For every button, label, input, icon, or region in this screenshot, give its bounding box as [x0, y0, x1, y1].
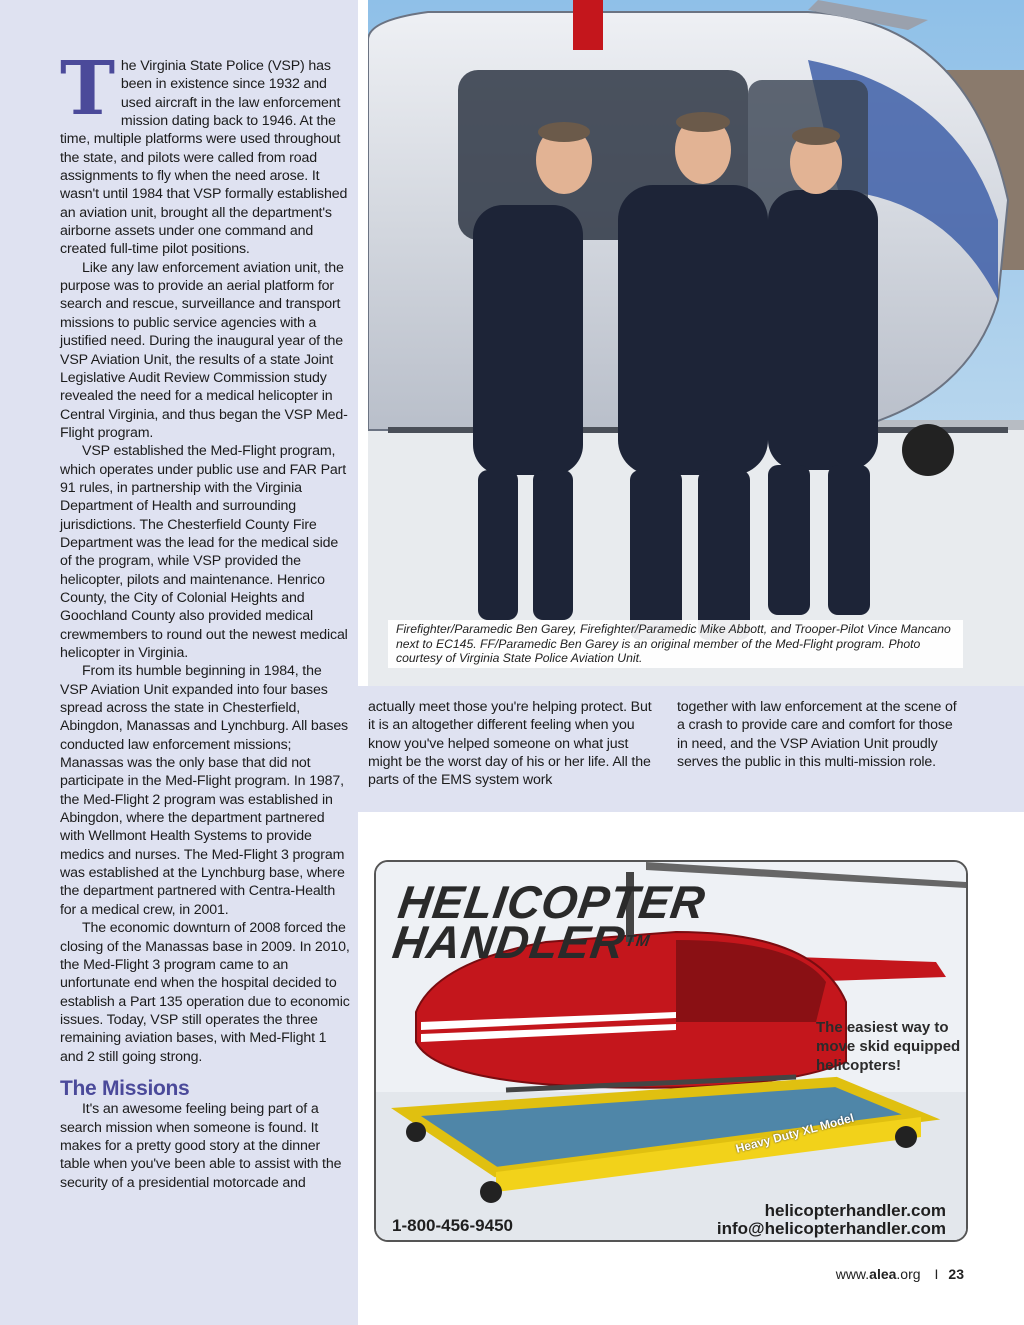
paragraph-downturn: The economic downturn of 2008 forced the closing of the Manassas base in 2009. In 2010, the Med-Flight 3 program came to an unfortunate end when the hospital decided to establish a Part 135 operation due to economic issues. Today, VSP still operates the three remaining aviation bases, with Med-Flight 1 and 2 still going strong.: [60, 920, 350, 1065]
url-domain: alea: [869, 1266, 897, 1282]
url-prefix: www.: [835, 1266, 870, 1282]
ad-brand-logo: [389, 876, 709, 968]
intro-text: he Virginia State Police (VSP) has been in existence since 1932 and used aircraft in the law enforcement mission dating back to 1946. At the time, multiple platforms were used throughout the state, and pilots were called from road assignments to fly when the need arose. It wasn't until 1984 that VSP formally established an aviation unit, brought all the department's airborne assets under one command and created full-time pilot positions.: [60, 58, 348, 258]
section-title-missions: The Missions: [60, 1076, 190, 1100]
url-suffix: .org: [896, 1266, 921, 1282]
brand-line-2: HANDLER: [389, 916, 629, 968]
article-right-column: [677, 698, 967, 771]
ad-phone-number[interactable]: 1-800-456-9450: [392, 1216, 513, 1235]
paragraph-continued-middle: actually meet those you're helping protect. But it is an altogether different feeling when you know you've helped someone on what just might be the worst day of his or her life. All the parts of the EMS system work: [368, 699, 652, 789]
helicopter-handler-ad[interactable]: [374, 860, 968, 1242]
article-middle-column: [368, 698, 658, 790]
photo-caption: Firefighter/Paramedic Ben Garey, Firefighter/Paramedic Mike Abbott, and Trooper-Pilot Vince Mancano next to EC145. FF/Paramedic Ben Garey is an original member of the Med-Flight program. Photo courtesy of Virginia State Police Aviation Unit.: [388, 620, 963, 668]
drop-cap: T: [60, 46, 115, 132]
trademark-mark: TM: [623, 933, 652, 950]
ad-contact: [717, 1202, 946, 1238]
paragraph-expansion: From its humble beginning in 1984, the VSP Aviation Unit expanded into four bases spread across the state in Chesterfield, Abingdon, Manassas and Lynchburg. All bases conducted law enforcement missions; Manassas was the only base that did not participate in the Med-Flight program. In 1987, the Med-Flight 2 program was established in Abingdon, where the department partnered with Wellmont Health Systems to provide medics and nurses. The Med-Flight 3 program was established at the Lynchburg base, where the department partnered with Centra-Health for a medical crew, in 2001.: [60, 663, 349, 918]
paragraph-purpose: Like any law enforcement aviation unit, the purpose was to provide an aerial platform for search and rescue, surveillance and transport missions to public service agencies with a justified need. During the inaugural year of the VSP Aviation Unit, the results of a state Joint Legislative Audit Review Commission study revealed the need for a medical helicopter in Central Virginia, and thus began the VSP Med-Flight program.: [60, 259, 348, 441]
helicopter-crew-illustration: [368, 0, 1024, 686]
article-intro: [60, 46, 350, 259]
article-left-column: [60, 46, 350, 1192]
crew-photo: [368, 0, 1024, 686]
ad-website-link[interactable]: helicopterhandler.com: [764, 1201, 946, 1220]
paragraph-missions: It's an awesome feeling being part of a search mission when someone is found. It makes for a pretty good story at the dinner table when you've been able to assist with the security of a presidential motorcade and: [60, 1101, 342, 1191]
page-number: 23: [948, 1266, 964, 1282]
paragraph-medflight: VSP established the Med-Flight program, which operates under public use and FAR Part 91 rules, in partnership with the Virginia Department of Health and surrounding jurisdictions. The Chesterfield County Fire Department was the lead for the medical side of the program, while VSP provided the helicopter, pilots and maintenance. Henrico County, the City of Colonial Heights and Goochland County also provided medical crewmembers to round out the newest medical helicopter in Virginia.: [60, 443, 348, 661]
page-footer: [836, 1266, 964, 1282]
brand-line-1: HELICOPTER: [395, 876, 709, 928]
ad-tagline: The easiest way to move skid equipped helicopters!: [816, 1019, 961, 1074]
footer-url[interactable]: [836, 1266, 921, 1282]
ad-email-link[interactable]: info@helicopterhandler.com: [716, 1219, 946, 1238]
footer-separator: I: [934, 1266, 939, 1282]
ad-model-label: Heavy Duty XL Model: [734, 1110, 856, 1156]
paragraph-continued-right: together with law enforcement at the scene of a crash to provide care and comfort for those in need, and the VSP Aviation Unit proudly serves the public in this multi-mission role.: [677, 699, 957, 771]
